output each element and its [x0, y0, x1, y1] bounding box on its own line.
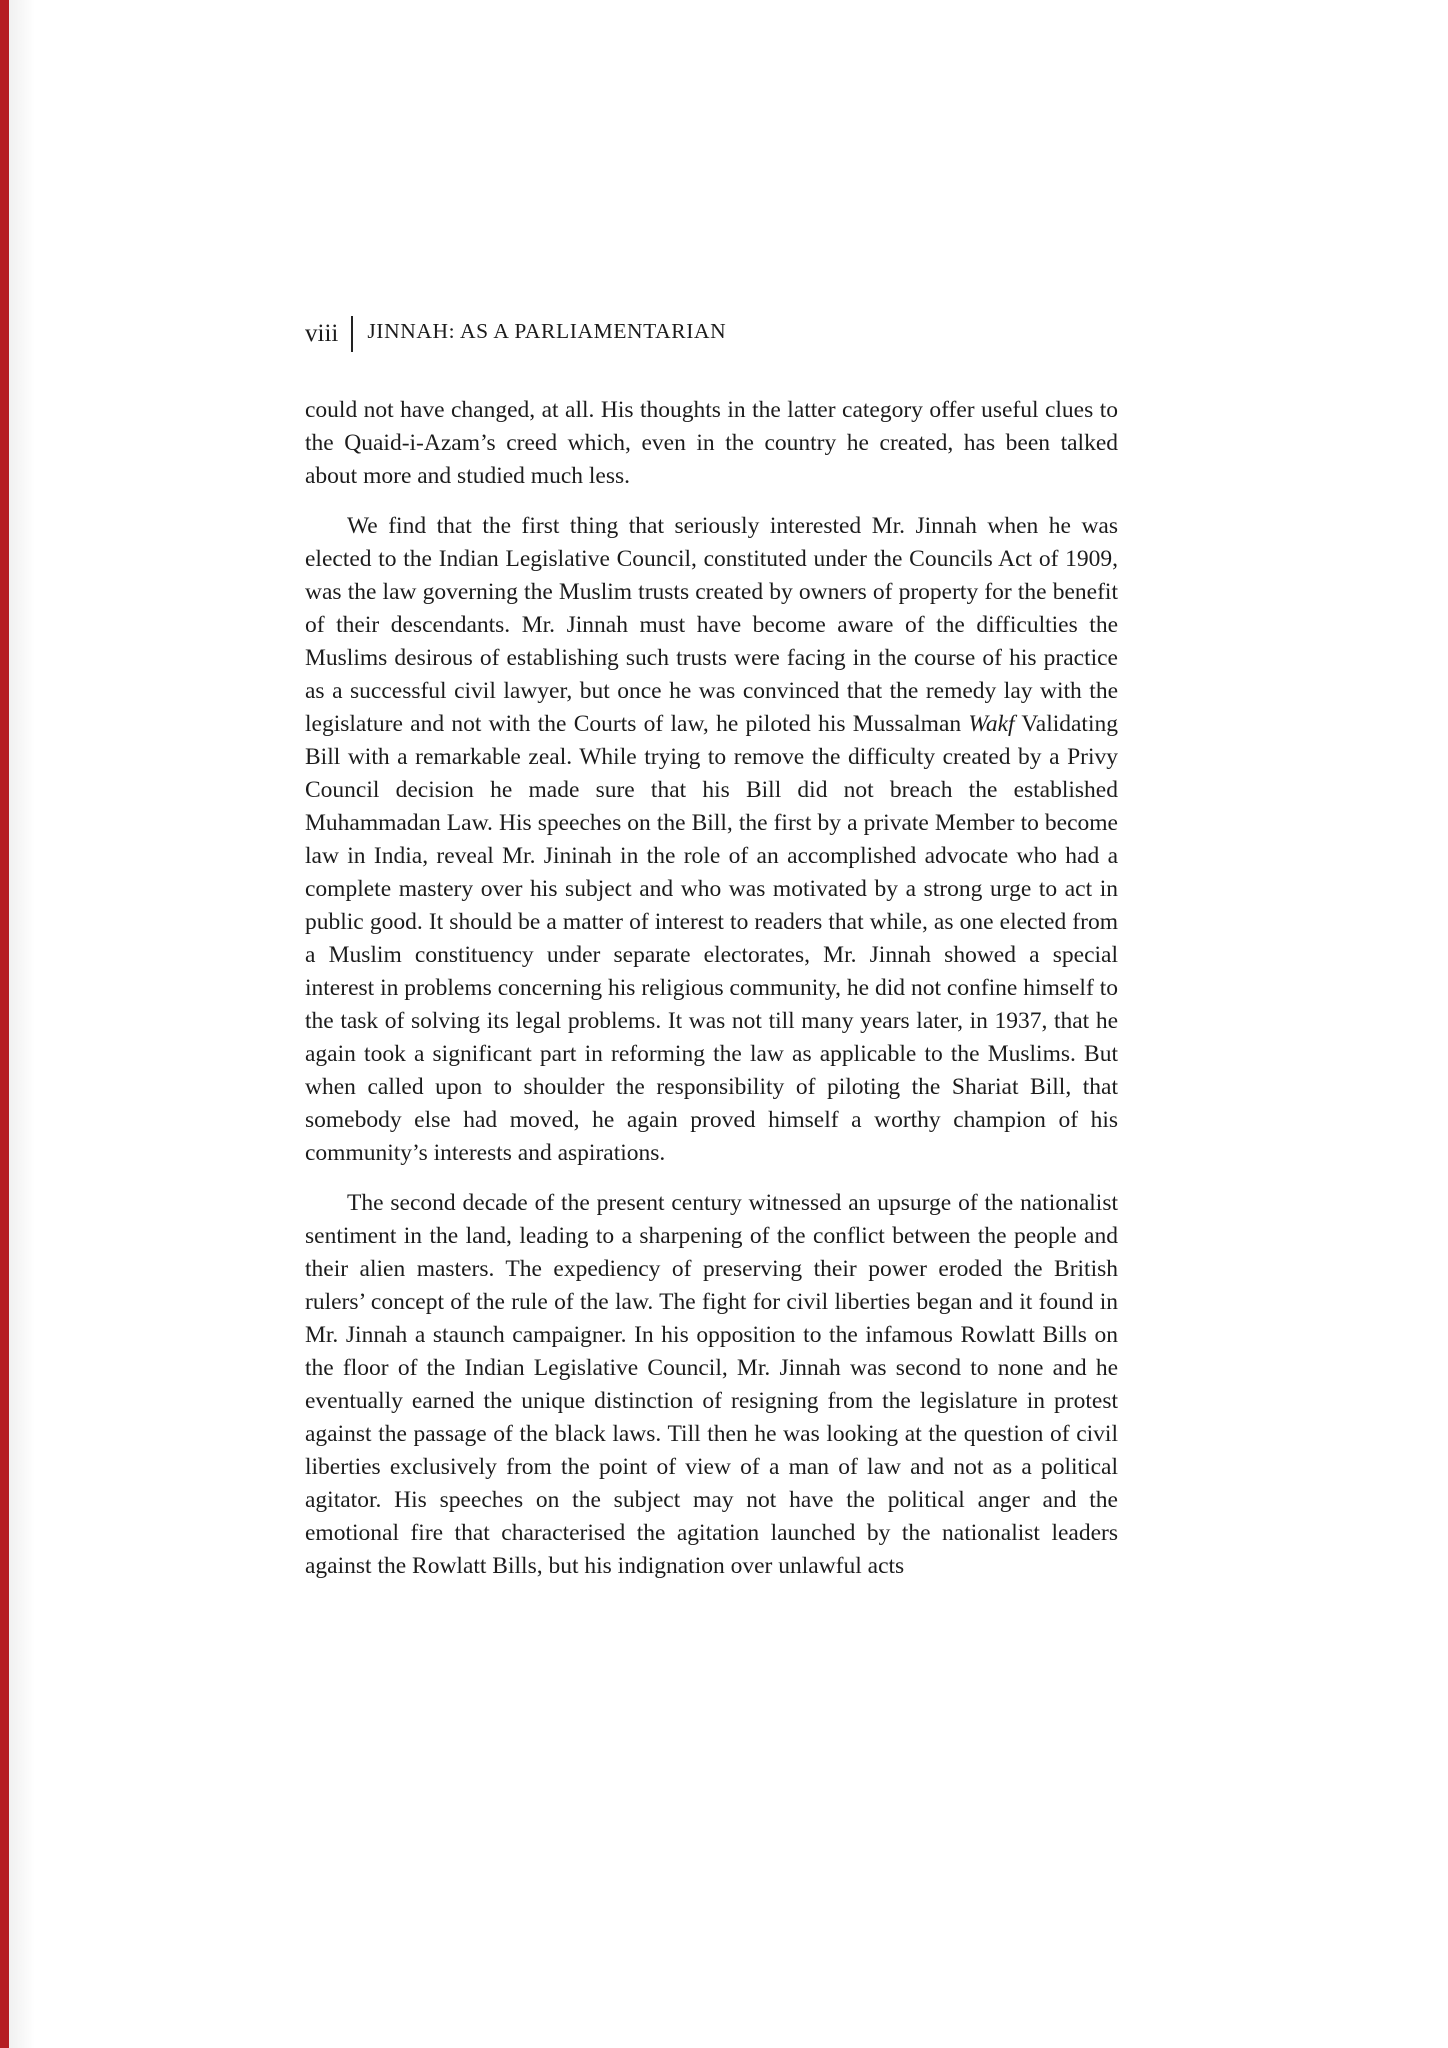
- page-gutter-shadow: [9, 0, 35, 2048]
- page-header: [305, 316, 726, 352]
- text-segment: The second decade of the present century witnessed an upsurge of the nationalist sentiment in the land, leading to a sharpening of the conflict between the people and their alien masters. The expediency of preserving their power eroded the British rulers’ concept of the rule of the law. The fight for civil liberties began and it found in Mr. Jinnah a staunch campaigner. In his opposition to the infamous Rowlatt Bills on the floor of the Indian Legislative Council, Mr. Jinnah was second to none and he eventually earned the unique distinction of resigning from the legislature in protest against the passage of the black laws. Till then he was looking at the question of civil liberties exclusively from the point of view of a man of law and not as a political agitator. His speeches on the subject may not have the political anger and the emotional fire that characterised the agitation launched by the nationalist leaders against the Rowlatt Bills, but his indignation over unlawful acts: [305, 1190, 1118, 1579]
- text-segment: We find that the first thing that seriously interested Mr. Jinnah when he was elected to the Indian Legislative Council, constituted under the Councils Act of 1909, was the law governing the Muslim trusts created by owners of property for the benefit of their descendants. Mr. Jinnah must have become aware of the difficulties the Muslims desirous of establishing such trusts were facing in the course of his practice as a successful civil lawyer, but once he was convinced that the remedy lay with the legislature and not with the Courts of law, he piloted his Mussalman: [305, 513, 1118, 737]
- page-number: viii: [305, 319, 339, 347]
- italic-text-segment: Wakf: [968, 711, 1015, 737]
- header-divider: [351, 316, 353, 352]
- text-segment: could not have changed, at all. His thoughts in the latter category offer useful clues to the Quaid-i-Azam’s creed which, even in the country he created, has been talked about more and studied much less.: [305, 397, 1118, 489]
- paragraph: [305, 1187, 1118, 1583]
- paragraph: [305, 394, 1118, 493]
- book-edge-strip: [0, 0, 9, 2048]
- running-title: JINNAH: AS A PARLIAMENTARIAN: [367, 319, 727, 344]
- paragraph: [305, 510, 1118, 1170]
- page-body: [305, 394, 1118, 1600]
- text-segment: Validating Bill with a remarkable zeal. While trying to remove the difficulty created by a Privy Council decision he made sure that his Bill did not breach the established Muhammadan Law. His speeches on the Bill, the first by a private Member to become law in India, reveal Mr. Jininah in the role of an accomplished advocate who had a complete mastery over his subject and who was motivated by a strong urge to act in public good. It should be a matter of interest to readers that while, as one elected from a Muslim constituency under separate electorates, Mr. Jinnah showed a special interest in problems concerning his religious community, he did not confine himself to the task of solving its legal problems. It was not till many years later, in 1937, that he again took a significant part in reforming the law as applicable to the Muslims. But when called upon to shoulder the responsibility of piloting the Shariat Bill, that somebody else had moved, he again proved himself a worthy champion of his community’s interests and aspirations.: [305, 711, 1118, 1166]
